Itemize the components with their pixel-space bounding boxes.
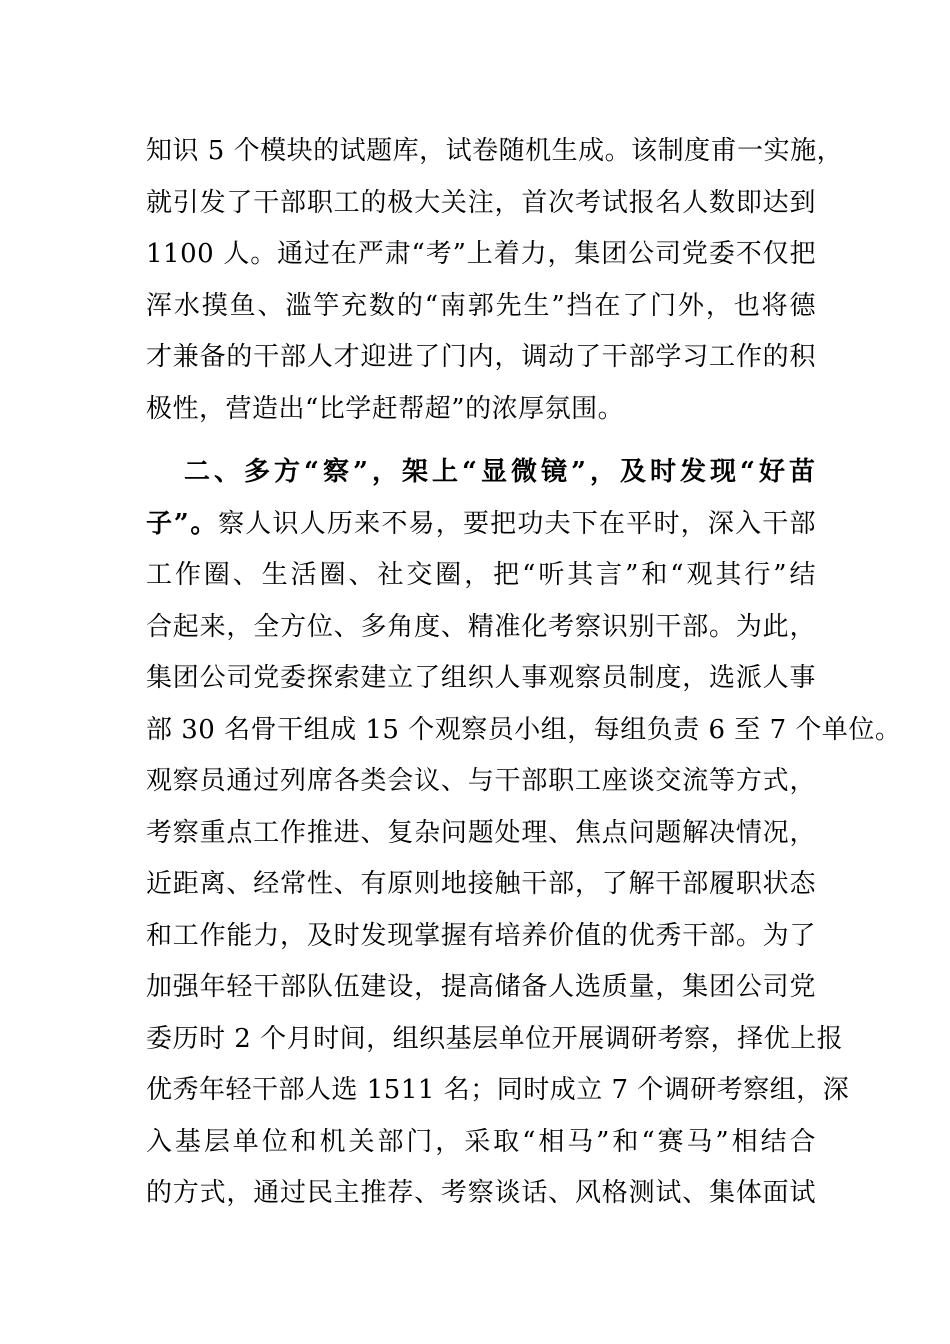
paragraph-1 <box>146 126 844 435</box>
text-line: 才兼备的干部人才迎进了门内，调动了干部学习工作的积 <box>146 342 816 372</box>
text-line: 入基层单位和机关部门，采取“相马”和“赛马”相结合 <box>146 1126 816 1157</box>
text-line: 委历时 2 个月时间，组织基层单位开展调研考察，择优上报 <box>146 1023 844 1054</box>
text-line: 浑水摸鱼、滥竽充数的“南郭先生”挡在了门外，也将德 <box>146 290 816 321</box>
text-line: 考察重点工作推进、复杂问题处理、焦点问题解决情况， <box>146 817 816 848</box>
text-line: 1100 人。通过在严肃“考”上着力，集团公司党委不仅把 <box>146 239 816 269</box>
text-line: 合起来，全方位、多角度、精准化考察识别干部。为此， <box>146 611 816 642</box>
text-line: 和工作能力，及时发现掌握有培养价值的优秀干部。为了 <box>146 920 816 951</box>
text-line <box>146 499 816 551</box>
text-line: 近距离、经常性、有原则地接触干部，了解干部履职状态 <box>146 869 816 899</box>
text-line: 工作圈、生活圈、社交圈，把“听其言”和“观其行”结 <box>146 560 816 590</box>
paragraph-2 <box>146 447 902 1220</box>
text-line: 观察员通过列席各类会议、与干部职工座谈交流等方式， <box>146 766 816 796</box>
text-line: 优秀年轻干部人选 1511 名；同时成立 7 个调研考察组，深 <box>146 1075 850 1105</box>
document-body <box>146 126 902 1220</box>
section-heading-end: 子”。 <box>146 508 219 539</box>
text-line: 集团公司党委探索建立了组织人事观察员制度，选派人事 <box>146 663 816 693</box>
text-line: 知识 5 个模块的试题库，试卷随机生成。该制度甫一实施， <box>146 136 844 166</box>
text-line: 加强年轻干部队伍建设，提高储备人选质量，集团公司党 <box>146 972 816 1002</box>
text-segment: 察人识人历来不易，要把功夫下在平时，深入干部 <box>218 508 816 539</box>
section-heading: 二、多方“察”，架上“显微镜”，及时发现“好苗 <box>184 457 816 487</box>
text-line: 就引发了干部职工的极大关注，首次考试报名人数即达到 <box>146 187 816 218</box>
text-line: 极性，营造出“比学赶帮超”的浓厚氛围。 <box>146 393 625 424</box>
text-line: 的方式，通过民主推荐、考察谈话、风格测试、集体面试 <box>146 1178 816 1208</box>
text-line: 部 30 名骨干组成 15 个观察员小组，每组负责 6 至 7 个单位。 <box>146 714 902 745</box>
